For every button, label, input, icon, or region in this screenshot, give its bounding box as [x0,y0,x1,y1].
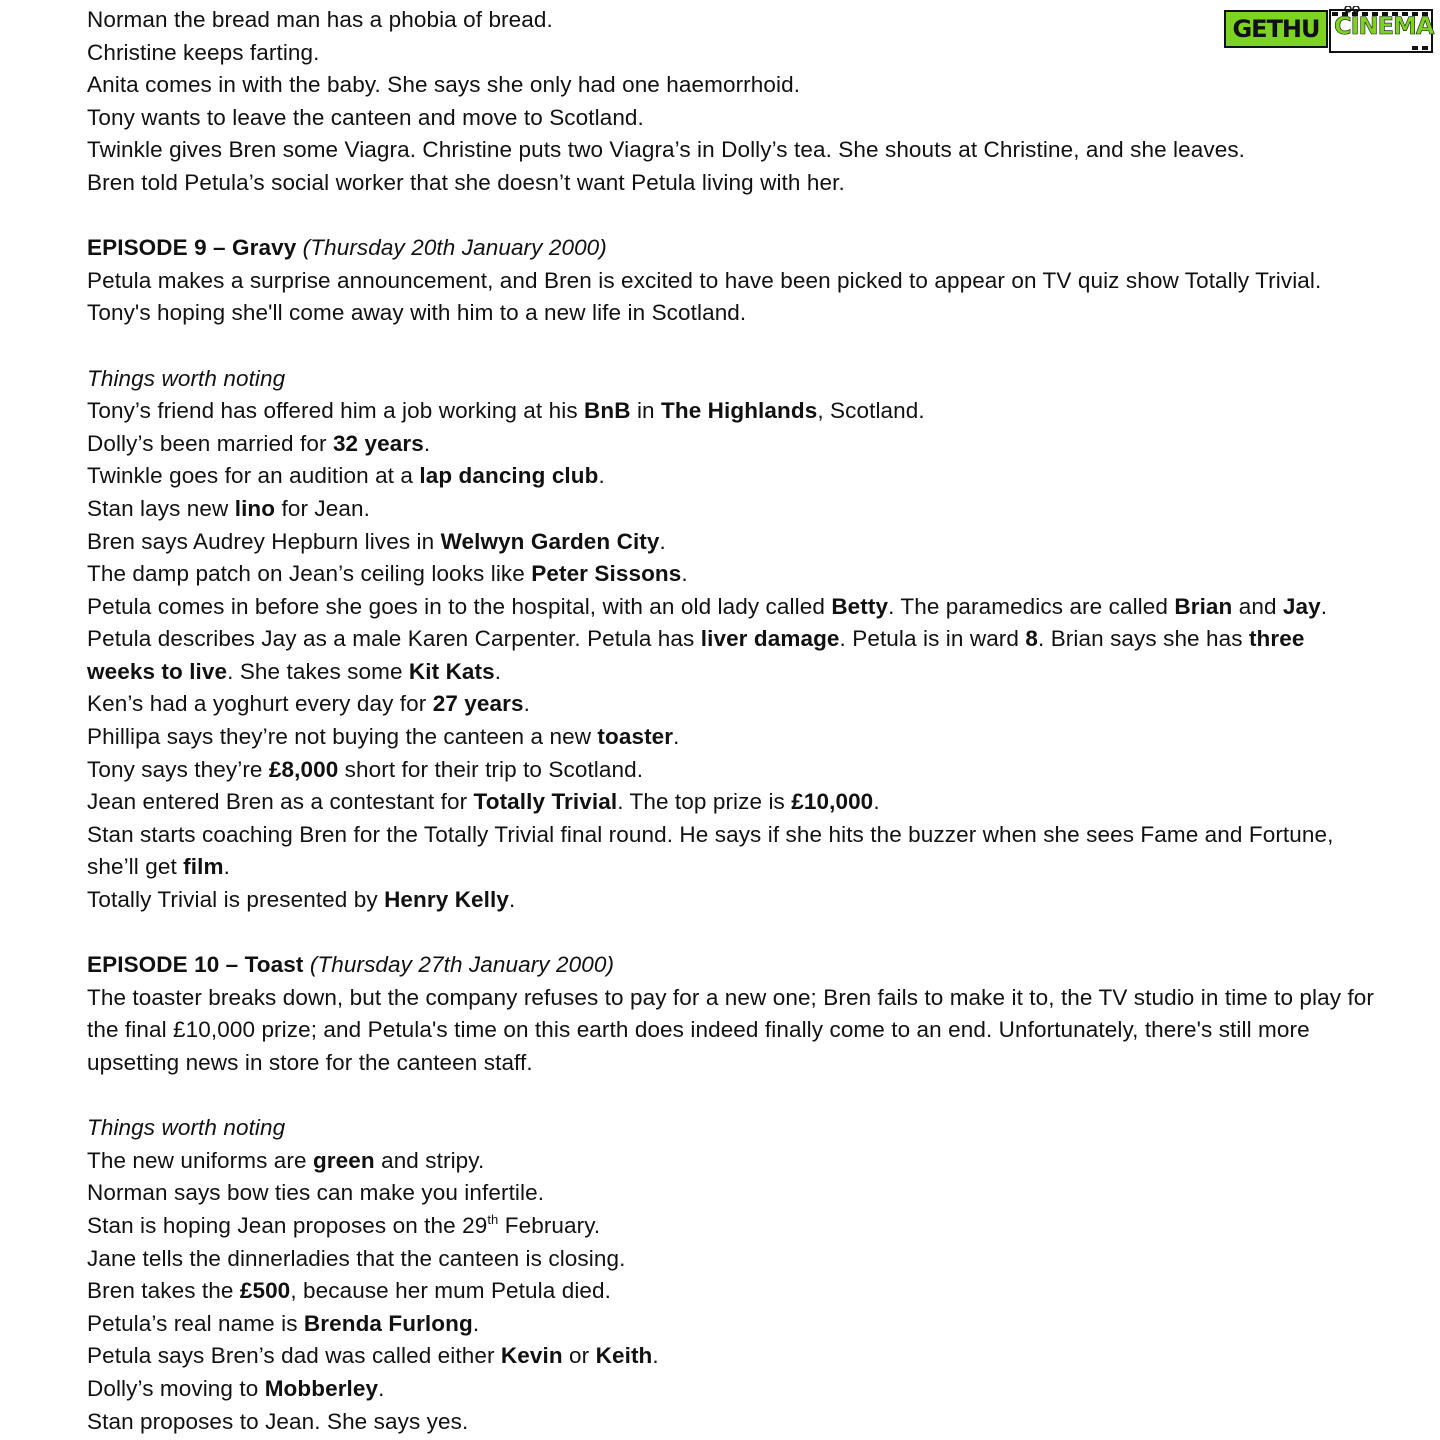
note-item: Dolly’s been married for 32 years. [87,430,431,456]
note-item: Petula’s real name is Brenda Furlong. [87,1310,480,1336]
intro-note: Bren told Petula’s social worker that she doesn’t want Petula living with her. [87,169,845,195]
logo-gethu-text: GETHU [1224,10,1328,48]
logo-cinema-text: CINEMA [1334,12,1434,40]
note-item: Dolly’s moving to Mobberley. [87,1375,385,1401]
notes-heading: Things worth noting [87,365,286,391]
intro-note: Tony wants to leave the canteen and move to Scotland. [87,104,644,130]
note-item: Tony’s friend has offered him a job working at his BnB in The Highlands, Scotland. [87,398,925,424]
note-item: Norman says bow ties can make you infertile. [87,1180,545,1206]
note-item: Phillipa says they’re not buying the canteen a new toaster. [87,724,680,750]
note-item: Stan lays new lino for Jean. [87,495,370,521]
note-item: Petula comes in before she goes in to the hospital, with an old lady called Betty. The paramedics are called Brian and Jay. Petula describes Jay as a male Karen Carpenter. Petula has liver damage. Petula is in ward 8. Brian says she has three weeks to live. She takes some Kit Kats. [87,593,1328,684]
episode-9-heading [87,232,1377,265]
note-item: Twinkle goes for an audition at a lap dancing club. [87,463,605,489]
note-item: Jane tells the dinnerladies that the canteen is closing. [87,1245,626,1271]
intro-note: Twinkle gives Bren some Viagra. Christine puts two Viagra’s in Dolly’s tea. She shouts at Christine, and she leaves. [87,137,1246,163]
episode-title: EPISODE 10 – Toast [87,952,304,978]
note-item: Ken’s had a yoghurt every day for 27 years. [87,691,530,717]
intro-note: Norman the bread man has a phobia of bread. [87,7,553,32]
episode-title: EPISODE 9 – Gravy [87,235,297,261]
episode-10-summary: The toaster breaks down, but the company refuses to pay for a new one; Bren fails to make it to, the TV studio in time to play for the final £10,000 prize; and Petula's time on this earth does indeed finally come to an end. Unfortunately, there's still more upsetting news in store for the canteen staff. [87,984,1374,1075]
intro-note: Christine keeps farting. [87,39,320,65]
note-item: Jean entered Bren as a contestant for Totally Trivial. The top prize is £10,000. [87,789,880,815]
note-item: Stan is hoping Jean proposes on the 29th February. [87,1211,601,1238]
note-item: Bren says Audrey Hepburn lives in Welwyn Garden City. [87,528,666,554]
document-page [87,4,1377,1438]
note-item: Petula says Bren’s dad was called either Kevin or Keith. [87,1343,659,1369]
note-item: Tony says they’re £8,000 short for their trip to Scotland. [87,756,644,782]
intro-note: Anita comes in with the baby. She says she only had one haemorrhoid. [87,72,801,98]
note-item: The damp patch on Jean’s ceiling looks like Peter Sissons. [87,561,688,587]
note-item: Bren takes the £500, because her mum Petula died. [87,1278,611,1304]
note-item: The new uniforms are green and stripy. [87,1147,485,1173]
notes-heading: Things worth noting [87,1115,286,1141]
episode-date: (Thursday 20th January 2000) [302,235,607,261]
episode-10-heading [87,949,1377,982]
episode-9-summary: Petula makes a surprise announcement, and Bren is excited to have been picked to appear on TV quiz show Totally Trivial. Tony's hoping she'll come away with him to a new life in Scotland. [87,267,1322,326]
note-item: Stan starts coaching Bren for the Totally Trivial final round. He says if she hits the buzzer when she sees Fame and Fortune, she’ll get film. [87,821,1334,880]
episode-date: (Thursday 27th January 2000) [309,952,615,978]
note-item: Stan proposes to Jean. She says yes. [87,1408,469,1434]
note-item: Totally Trivial is presented by Henry Kelly. [87,887,516,913]
